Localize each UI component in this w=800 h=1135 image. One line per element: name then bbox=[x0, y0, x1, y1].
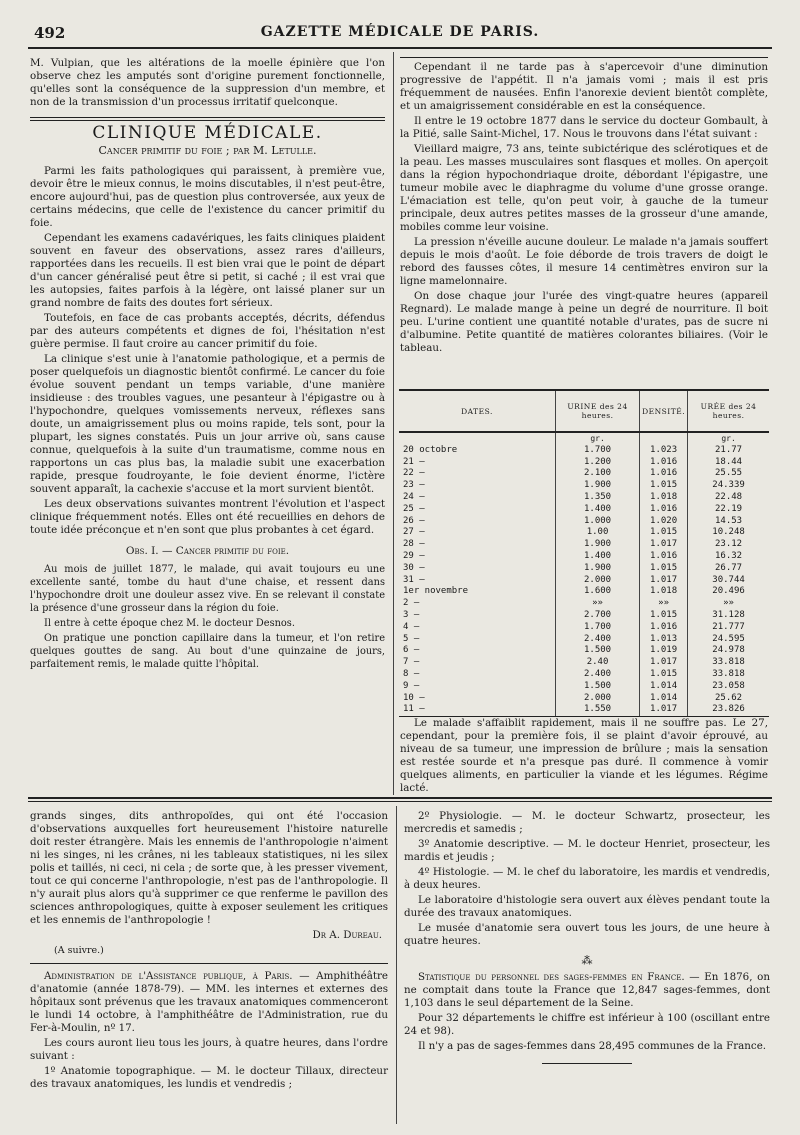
cell-uree: 30.744 bbox=[688, 575, 769, 587]
paragraph: On pratique une ponction capillaire dans la tumeur, et l'on retire quelques gouttes de sang. Au bout d'une quinzaine de jours, parfaitement remis, le malade quitte l'hôpital. bbox=[30, 633, 385, 670]
paragraph: La clinique s'est unie à l'anatomie pathologique, et a permis de poser quelquefois un diagnostic bientôt confirmé. Le cancer du foie évolue souvent pendant un temps variable, d'une manière insidieuse : des troubles vagues, une pesanteur à l'épigastre ou à l'hypochondre, quelques vomissements nerveux, réflexes sans doute, un amaigrissement plus ou moins rapide, tels sont, pour la plupart, les signes constatés. Puis un jour arrive où, sans cause connue, quelquefois à la suite d'un traumatisme, comme nous en rapportons un cas plus bas, la maladie subit une exacerbation rapide, presque foudroyante, le foie devient énorme, l'ictère souvent apparaît, la cachexie s'accuse et la mort survient bientôt. bbox=[30, 353, 385, 495]
cell-date: 31 — bbox=[403, 574, 425, 585]
table-row bbox=[399, 527, 769, 539]
table-row bbox=[399, 598, 769, 610]
signature: Dr A. Dureau. bbox=[312, 929, 382, 941]
paragraph: La pression n'éveille aucune douleur. Le malade n'a jamais souffert depuis le mois d'août. Le foie déborde de trois travers de doigt le rebord des fausses côtes, il mesure 14 centimètres environ sur la ligne mamelonnaire. bbox=[400, 236, 768, 287]
cell-date: 1er novembre bbox=[403, 586, 469, 597]
cell-uree: »» bbox=[688, 598, 769, 610]
cell-density: 1.020 bbox=[640, 516, 688, 528]
cell-urine: 2.100 bbox=[556, 468, 640, 480]
paragraph: Le laboratoire d'histologie sera ouvert aux élèves pendant toute la durée des travaux anatomiques. bbox=[404, 894, 770, 919]
cell-density: 1.015 bbox=[640, 480, 688, 492]
cell-date: 20 octobre bbox=[403, 444, 458, 455]
right-top-rule bbox=[400, 57, 768, 58]
table-row bbox=[399, 480, 769, 492]
paragraph: Cependant les examens cadavériques, les faits cliniques plaident souvent en faveur des observations, assez rares d'ailleurs, rapportées dans les recueils. Il est bien vrai que le point de départ d'un cancer généralisé peut être si petit, si caché ; il est vrai que les autopsies, faites parfois à la légère, ont laissé planer sur un grand nombre de faits des doutes fort sérieux. bbox=[30, 232, 385, 309]
cell-density: 1.015 bbox=[640, 563, 688, 575]
admin-text: — Amphithéâtre d'anatomie (année 1878-79). — MM. les internes et externes des hôpitaux sont prévenus que les travaux anatomiques commenceront le lundi 14 octobre, à l'amphithéâtre de l'Administration, rue du Fer-à-Moulin, nº 17. bbox=[30, 970, 389, 1034]
table-row bbox=[399, 586, 769, 598]
top-right-column bbox=[400, 57, 768, 357]
cell-urine: 1.600 bbox=[556, 586, 640, 598]
list-item: 2º Physiologie. — M. le docteur Schwartz, prosecteur, les mercredis et samedis ; bbox=[404, 810, 770, 835]
cell-urine: 1.400 bbox=[556, 504, 640, 516]
table-row bbox=[399, 693, 769, 705]
header-uree: URÉE des 24 heures. bbox=[688, 390, 769, 432]
cell-density: 1.013 bbox=[640, 634, 688, 646]
unit-row bbox=[399, 432, 769, 445]
paragraph: Vieillard maigre, 73 ans, teinte subictérique des sclérotiques et de la peau. Les masses musculaires sont flasques et molles. On aperçoit dans la région hypochondriaque droite, débordant l'épigastre, une tumeur mobile avec le diaphragme du volume d'une grosse orange. L'émaciation est telle, qu'on peut voir, à gauche de la tumeur principale, deux autres petites masses de la grosseur d'une amande, mobiles comme leur voisine. bbox=[400, 143, 768, 233]
cell-density: 1.019 bbox=[640, 645, 688, 657]
paragraph: grands singes, dits anthropoïdes, qui ont été l'occasion d'observations auxquelles fort heureusement l'histoire naturelle doit rester étrangère. Mais les ennemis de l'anthropologie n'aiment ni les singes, ni les crânes, ni les tableaux statistiques, ni les silex polis et taillés, ni ceci, ni cela ; de sorte que, à les presser vivement, tout ce qui concerne l'anthropologie, n'est pas de l'anthropologie. Il n'y aurait plus alors qu'à supprimer ce que renferme le pavillon des sciences anthropologiques, quitte à exposer seulement les critiques et les ennemis de l'anthropologie ! bbox=[30, 810, 388, 926]
paragraph: Pour 32 départements le chiffre est inférieur à 100 (oscillant entre 24 et 98). bbox=[404, 1012, 770, 1037]
article-subtitle: Cancer primitif du foie ; par M. Letulle. bbox=[98, 144, 317, 157]
paragraph: Le malade s'affaiblit rapidement, mais il ne souffre pas. Le 27, cependant, pour la première fois, il se plaint d'avoir éprouvé, au niveau de sa tumeur, une impression de brûlure ; mais la sensation est restée sourde et n'a presque pas duré. Il commence à vomir quelques aliments, en particulier la viande et les légumes. Régime lacté. bbox=[400, 717, 768, 794]
cell-urine: 1.550 bbox=[556, 704, 640, 716]
cell-date: 29 — bbox=[403, 550, 425, 561]
paragraph: Les cours auront lieu tous les jours, à quatre heures, dans l'ordre suivant : bbox=[30, 1037, 388, 1062]
table-row bbox=[399, 645, 769, 657]
cell-date: 21 — bbox=[403, 456, 425, 467]
to-be-continued: (A suivre.) bbox=[54, 945, 104, 956]
cell-density: 1.017 bbox=[640, 704, 688, 716]
cell-uree: 25.62 bbox=[688, 693, 769, 705]
cell-urine: 2.000 bbox=[556, 693, 640, 705]
table-row bbox=[399, 492, 769, 504]
cell-uree: 24.978 bbox=[688, 645, 769, 657]
list-item: 1º Anatomie topographique. — M. le docteur Tillaux, directeur des travaux anatomiques, les lundis et vendredis ; bbox=[30, 1065, 388, 1090]
cell-uree: 26.77 bbox=[688, 563, 769, 575]
paragraph: Il n'y a pas de sages-femmes dans 28,495 communes de la France. bbox=[418, 1040, 767, 1052]
cell-uree: 10.248 bbox=[688, 527, 769, 539]
cell-urine: 1.400 bbox=[556, 551, 640, 563]
cell-uree: 33.818 bbox=[688, 657, 769, 669]
end-rule bbox=[542, 1063, 632, 1064]
top-left-column bbox=[30, 57, 385, 673]
journal-title: GAZETTE MÉDICALE DE PARIS. bbox=[260, 24, 540, 40]
bottom-right-column bbox=[404, 810, 770, 1064]
cell-urine: 1.900 bbox=[556, 480, 640, 492]
cell-date: 7 — bbox=[403, 657, 420, 668]
page-header bbox=[28, 20, 772, 44]
cell-date: 5 — bbox=[403, 633, 420, 644]
cell-uree: 23.826 bbox=[688, 704, 769, 716]
cell-uree: 16.32 bbox=[688, 551, 769, 563]
cell-density: 1.015 bbox=[640, 610, 688, 622]
cell-density: 1.018 bbox=[640, 586, 688, 598]
cell-urine: 1.900 bbox=[556, 563, 640, 575]
cell-date: 23 — bbox=[403, 480, 425, 491]
section-rule bbox=[30, 117, 385, 121]
cell-density: 1.015 bbox=[640, 669, 688, 681]
stat-text: — En 1876, on ne comptait dans toute la France que 12,847 sages-femmes, dont 1,103 dans le seul département de la Seine. bbox=[404, 971, 770, 1009]
cell-date: 11 — bbox=[399, 704, 556, 716]
cell-urine: 1.900 bbox=[556, 539, 640, 551]
list-item: 3º Anatomie descriptive. — M. le docteur Henriet, prosecteur, les mardis et jeudis ; bbox=[404, 838, 770, 863]
after-table-text bbox=[400, 717, 768, 797]
cell-date: 27 — bbox=[403, 527, 425, 538]
cell-urine: 2.400 bbox=[556, 634, 640, 646]
bottom-left-column bbox=[30, 810, 388, 1093]
paragraph: Le musée d'anatomie sera ouvert tous les jours, de une heure à quatre heures. bbox=[404, 922, 770, 947]
cell-uree: 24.339 bbox=[688, 480, 769, 492]
list-item: 4º Histologie. — M. le chef du laboratoire, les mardis et vendredis, à deux heures. bbox=[404, 866, 770, 891]
header-density: DENSITÉ. bbox=[640, 390, 688, 432]
table-row bbox=[399, 516, 769, 528]
table-row bbox=[399, 669, 769, 681]
cell-urine: 2.400 bbox=[556, 669, 640, 681]
cell-date: 28 — bbox=[403, 539, 425, 550]
table-row bbox=[399, 704, 769, 716]
cell-density: 1.014 bbox=[640, 681, 688, 693]
table-row bbox=[399, 563, 769, 575]
paragraph: Au mois de juillet 1877, le malade, qui avait toujours eu une excellente santé, tombe du haut d'une chaise, et ressent dans l'hypochondre droit une douleur assez vive. En se relevant il constate la présence d'une grosseur dans la région du foie. bbox=[30, 564, 385, 614]
cell-density: 1.023 bbox=[640, 445, 688, 457]
column-divider-bottom bbox=[396, 806, 397, 1124]
cell-date: 25 — bbox=[403, 503, 425, 514]
stat-lead: Statistique du personnel des sages-femmes en France. bbox=[418, 971, 685, 983]
cell-uree: 18.44 bbox=[688, 457, 769, 469]
cell-density: 1.017 bbox=[640, 575, 688, 587]
cell-date: 8 — bbox=[403, 668, 420, 679]
table-row bbox=[399, 575, 769, 587]
table-row bbox=[399, 445, 769, 457]
table-row bbox=[399, 504, 769, 516]
table-row bbox=[399, 657, 769, 669]
cell-density: 1.018 bbox=[640, 492, 688, 504]
cell-urine: 1.200 bbox=[556, 457, 640, 469]
observation-title: Obs. I. — Cancer primitif du foie. bbox=[125, 545, 290, 557]
table-header-row bbox=[399, 390, 769, 432]
urine-table bbox=[399, 389, 769, 717]
cell-density: 1.016 bbox=[640, 551, 688, 563]
cell-date: 10 — bbox=[403, 692, 425, 703]
cell-urine: 2.000 bbox=[556, 575, 640, 587]
header-dates: DATES. bbox=[399, 390, 556, 432]
table-row bbox=[399, 681, 769, 693]
section-title: CLINIQUE MÉDICALE. bbox=[92, 123, 323, 143]
cell-date: 24 — bbox=[403, 491, 425, 502]
paragraph: On dose chaque jour l'urée des vingt-quatre heures (appareil Regnard). Le malade mange à peine un degré de nourriture. Il boit peu. L'urine contient une quantité notable d'urates, pas de sucre ni d'albumine. Petite quantité de matières colorantes biliaires. (Voir le tableau. bbox=[400, 290, 768, 354]
feuilleton-rule-thin bbox=[28, 801, 772, 802]
cell-uree: 23.12 bbox=[688, 539, 769, 551]
table-row bbox=[399, 622, 769, 634]
cell-uree: 22.48 bbox=[688, 492, 769, 504]
cell-uree: 21.777 bbox=[688, 622, 769, 634]
page-number: 492 bbox=[34, 24, 66, 42]
paragraph: Cependant il ne tarde pas à s'apercevoir d'une diminution progressive de l'appétit. Il n'a jamais vomi ; mais il est pris fréquemment de nausées. Enfin l'anorexie devient bientôt complète, et un amaigrissement considérable en est la conséquence. bbox=[400, 61, 768, 112]
cell-date: 3 — bbox=[403, 609, 420, 620]
admin-notice bbox=[30, 970, 388, 1035]
cell-urine: 1.500 bbox=[556, 681, 640, 693]
table-row bbox=[399, 634, 769, 646]
cell-uree: 22.19 bbox=[688, 504, 769, 516]
cell-date: 22 — bbox=[403, 468, 425, 479]
cell-density: 1.014 bbox=[640, 693, 688, 705]
paragraph: Il entre le 19 octobre 1877 dans le service du docteur Gombault, à la Pitié, salle Saint-Michel, 17. Nous le trouvons dans l'état suivant : bbox=[400, 115, 768, 140]
cell-uree: 33.818 bbox=[688, 669, 769, 681]
cell-urine: 2.40 bbox=[556, 657, 640, 669]
cell-density: »» bbox=[640, 598, 688, 610]
table-row bbox=[399, 468, 769, 480]
cell-date: 4 — bbox=[403, 621, 420, 632]
cell-density: 1.016 bbox=[640, 457, 688, 469]
cell-date: 6 — bbox=[403, 645, 420, 656]
intro-paragraph: M. Vulpian, que les altérations de la moelle épinière que l'on observe chez les amputés sont d'origine purement fonctionnelle, qu'elles sont la conséquence de la suppression d'un membre, et non de la transmission d'un processus irritatif quelconque. bbox=[30, 57, 385, 108]
column-divider-top bbox=[393, 52, 394, 795]
paragraph: Les deux observations suivantes montrent l'évolution et l'aspect clinique fréquemment notés. Elles ont été recueillies en dehors de toute idée préconçue et n'en sont que plus probantes à cet égard. bbox=[30, 498, 385, 536]
cell-urine: 1.700 bbox=[556, 445, 640, 457]
cell-date: 2 — bbox=[403, 598, 420, 609]
cell-uree: 14.53 bbox=[688, 516, 769, 528]
cell-date: 9 — bbox=[403, 680, 420, 691]
cell-uree: 20.496 bbox=[688, 586, 769, 598]
cell-density: 1.016 bbox=[640, 622, 688, 634]
table-row bbox=[399, 457, 769, 469]
cell-urine: 1.000 bbox=[556, 516, 640, 528]
cell-date: 26 — bbox=[403, 515, 425, 526]
unit-urine: gr. bbox=[556, 432, 640, 445]
table-row bbox=[399, 539, 769, 551]
statistics-notice bbox=[404, 971, 770, 1010]
cell-density: 1.017 bbox=[640, 539, 688, 551]
cell-uree: 31.128 bbox=[688, 610, 769, 622]
cell-uree: 21.77 bbox=[688, 445, 769, 457]
cell-uree: 23.058 bbox=[688, 681, 769, 693]
cell-urine: »» bbox=[556, 598, 640, 610]
cell-density: 1.016 bbox=[640, 468, 688, 480]
cell-urine: 1.350 bbox=[556, 492, 640, 504]
feuilleton-rule bbox=[28, 797, 772, 799]
cell-density: 1.015 bbox=[640, 527, 688, 539]
cell-density: 1.016 bbox=[640, 504, 688, 516]
cell-date: 30 — bbox=[403, 562, 425, 573]
admin-lead: Administration de l'Assistance publique, à Paris. bbox=[44, 970, 293, 982]
table-row bbox=[399, 610, 769, 622]
cell-uree: 25.55 bbox=[688, 468, 769, 480]
cell-urine: 2.700 bbox=[556, 610, 640, 622]
bottom-left-rule bbox=[30, 963, 388, 964]
paragraph: Il entre à cette époque chez M. le docteur Desnos. bbox=[44, 618, 295, 629]
paragraph: Toutefois, en face de cas probants acceptés, décrits, défendus par des auteurs compétents et dignes de foi, l'hésitation n'est guère permise. Il faut croire au cancer primitif du foie. bbox=[30, 312, 385, 350]
table-row bbox=[399, 551, 769, 563]
cell-density: 1.017 bbox=[640, 657, 688, 669]
header-urine: URINE des 24 heures. bbox=[556, 390, 640, 432]
paragraph: Parmi les faits pathologiques qui paraissent, à première vue, devoir être le mieux connus, le moins discutables, il n'est peut-être, encore aujourd'hui, pas de question plus controversée, aux yeux de certains médecins, que celle de l'existence du cancer primitif du foie. bbox=[30, 165, 385, 229]
cell-urine: 1.700 bbox=[556, 622, 640, 634]
header-rule bbox=[28, 47, 772, 49]
asterism: ⁂ bbox=[581, 954, 593, 967]
cell-uree: 24.595 bbox=[688, 634, 769, 646]
unit-uree: gr. bbox=[688, 432, 769, 445]
cell-urine: 1.00 bbox=[556, 527, 640, 539]
cell-urine: 1.500 bbox=[556, 645, 640, 657]
